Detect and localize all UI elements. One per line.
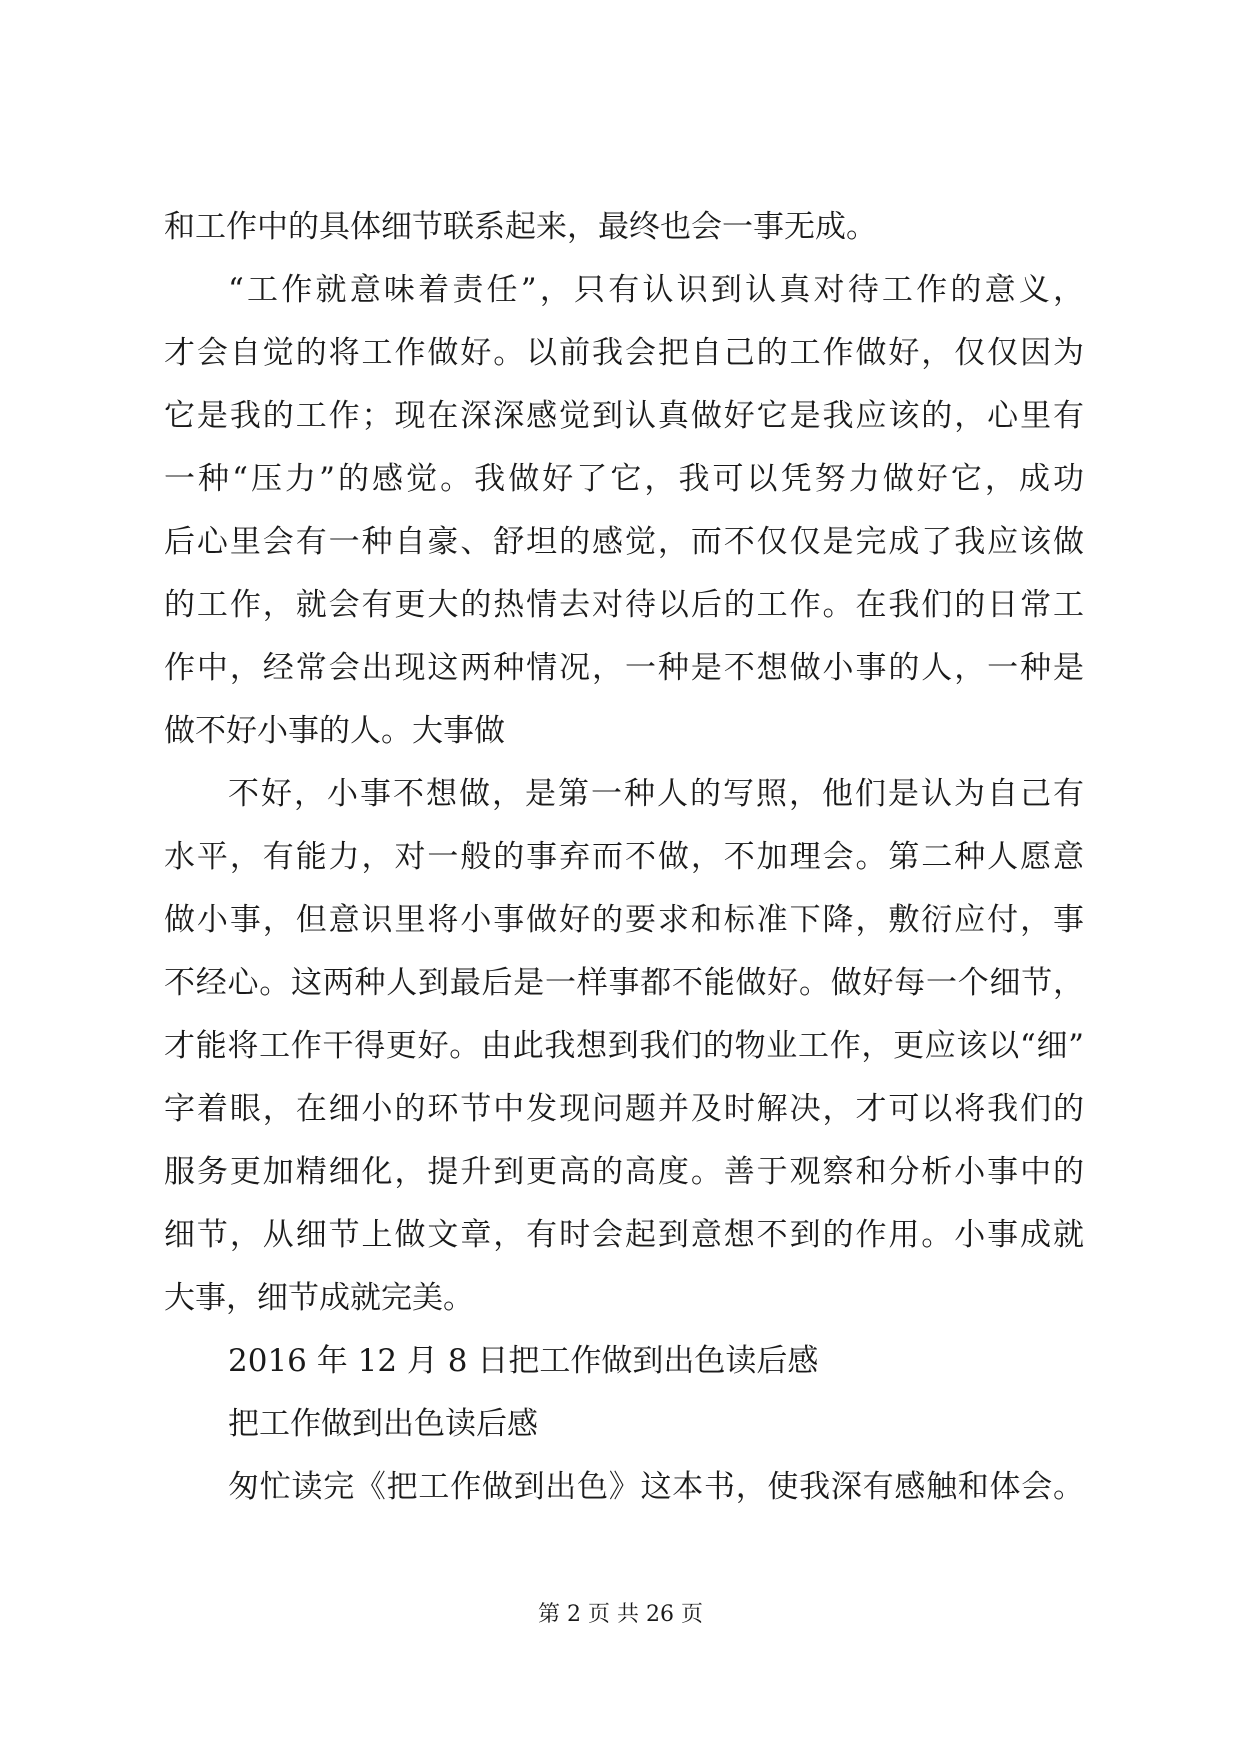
date-heading-line: 2016 年 12 月 8 日把工作做到出色读后感 xyxy=(228,1343,819,1379)
text-line: “工作就意味着责任”，只有认识到认真对待工作的意义， xyxy=(228,272,1084,308)
text-line: 后心里会有一种自豪、舒坦的感觉，而不仅仅是完成了我应该做 xyxy=(164,524,1084,560)
text-line: 水平，有能力，对一般的事弃而不做，不加理会。第二种人愿意 xyxy=(164,839,1084,875)
text-line: 字着眼，在细小的环节中发现问题并及时解决，才可以将我们的 xyxy=(164,1091,1084,1127)
section-title: 把工作做到出色读后感 xyxy=(228,1406,538,1442)
text-line: 细节，从细节上做文章，有时会起到意想不到的作用。小事成就 xyxy=(164,1217,1084,1253)
text-line: 做小事，但意识里将小事做好的要求和标准下降，敷衍应付，事 xyxy=(164,902,1084,938)
text-line: 大事，细节成就完美。 xyxy=(164,1280,474,1316)
text-line: 不经心。这两种人到最后是一样事都不能做好。做好每一个细节， xyxy=(164,965,1084,1001)
text-line: 做不好小事的人。大事做 xyxy=(164,713,505,749)
document-body xyxy=(164,196,1084,1519)
text-line: 一种“压力”的感觉。我做好了它，我可以凭努力做好它，成功 xyxy=(164,461,1084,497)
text-line: 才会自觉的将工作做好。以前我会把自己的工作做好，仅仅因为 xyxy=(164,335,1084,371)
text-line: 的工作，就会有更大的热情去对待以后的工作。在我们的日常工 xyxy=(164,587,1084,623)
text-line: 作中，经常会出现这两种情况，一种是不想做小事的人，一种是 xyxy=(164,650,1084,686)
text-line: 服务更加精细化，提升到更高的高度。善于观察和分析小事中的 xyxy=(164,1154,1084,1190)
text-line: 不好，小事不想做，是第一种人的写照，他们是认为自己有 xyxy=(228,776,1084,812)
text-line: 才能将工作干得更好。由此我想到我们的物业工作，更应该以“细” xyxy=(164,1028,1084,1064)
text-line: 匆忙读完《把工作做到出色》这本书，使我深有感触和体会。 xyxy=(228,1469,1084,1505)
page-number-footer: 第 2 页 共 26 页 xyxy=(538,1602,703,1627)
text-line: 它是我的工作；现在深深感觉到认真做好它是我应该的，心里有 xyxy=(164,398,1084,434)
text-line: 和工作中的具体细节联系起来，最终也会一事无成。 xyxy=(164,209,877,245)
